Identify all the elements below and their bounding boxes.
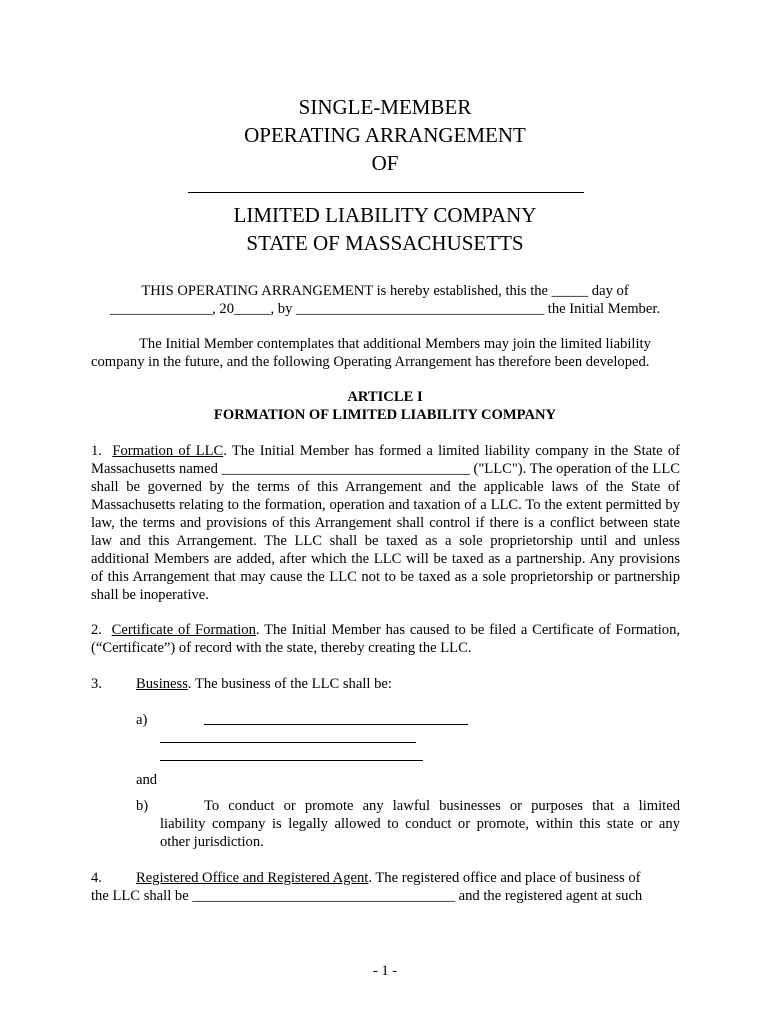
item-a-label: a) (136, 712, 148, 728)
document-subtitle (0, 201, 770, 257)
item-a-blank-1 (204, 724, 468, 725)
section-2-text: . The Initial Member has caused to be filed a Certificate of Formation, (“Certificate”) of record with the state, thereby creating the LLC. (91, 622, 681, 656)
section-1-text: . The Initial Member has formed a limited liability company in the State of Massachusetts named __________________________________ ("LLC"). The operation of the LLC shall be governed by the terms of this Arrangement and the applicable laws of the State of Massachusetts relating to the formation, operation and taxation of a LLC. To the extent permitted by law, the terms and provisions of this Arrangement shall control if there is a conflict between state law and this Arrangement. The LLC shall be taxed as a sole proprietorship until and unless additional Members are added, after which the LLC will be taxed as a partnership. Any provisions of this Arrangement that may cause the LLC not to be taxed as a sole proprietorship or partnership shall be inoperative. (91, 443, 680, 603)
company-name-blank (188, 192, 584, 193)
section-3-text: . The business of the LLC shall be: (187, 676, 392, 692)
and-text: and (136, 772, 158, 788)
item-b-line-2: liability company is legally allowed to conduct or promote, within this state or any (160, 816, 680, 832)
section-3-heading: Business (136, 676, 188, 692)
item-a-blank-2 (160, 742, 416, 743)
section-2-number: 2. (91, 622, 102, 638)
section-4-heading: Registered Office and Registered Agent (136, 870, 369, 886)
preamble-line-2: company in the future, and the following Operating Arrangement has therefore been developed. (91, 354, 650, 370)
section-3 (136, 675, 392, 693)
title-line-2: OPERATING ARRANGEMENT (244, 123, 526, 147)
title-line-1: SINGLE-MEMBER (298, 95, 472, 119)
section-4-line-2: the LLC shall be ____________________________________ and the registered agent at such (91, 888, 643, 904)
preamble-line-1: The Initial Member contemplates that additional Members may join the limited liability (139, 336, 651, 352)
item-a-blank-3 (160, 760, 423, 761)
document-title (0, 93, 770, 177)
article-title: FORMATION OF LIMITED LIABILITY COMPANY (213, 407, 557, 423)
item-b-line-1: To conduct or promote any lawful businesses or purposes that a limited (204, 798, 680, 814)
section-1-heading: Formation of LLC (112, 443, 224, 459)
page-number: - 1 - (372, 963, 398, 979)
section-2-heading: Certificate of Formation (111, 622, 256, 638)
section-4-line-1 (136, 869, 641, 887)
section-2 (91, 621, 680, 657)
section-1 (91, 442, 680, 604)
item-b-line-3: other jurisdiction. (160, 834, 264, 850)
intro-line-2: ______________, 20_____, by __________________________________ the Initial Member. (109, 301, 661, 317)
title-line-5: STATE OF MASSACHUSETTS (246, 231, 524, 255)
title-line-3: OF (371, 151, 399, 175)
section-4-text-1: . The registered office and place of business of (368, 870, 641, 886)
section-1-number: 1. (91, 443, 102, 459)
intro-line-1: THIS OPERATING ARRANGEMENT is hereby established, this the _____ day of (141, 283, 629, 299)
section-4-number: 4. (91, 870, 102, 886)
section-3-number: 3. (91, 676, 102, 692)
title-line-4: LIMITED LIABILITY COMPANY (233, 203, 537, 227)
article-number: ARTICLE I (347, 389, 423, 405)
item-b-label: b) (136, 798, 149, 814)
